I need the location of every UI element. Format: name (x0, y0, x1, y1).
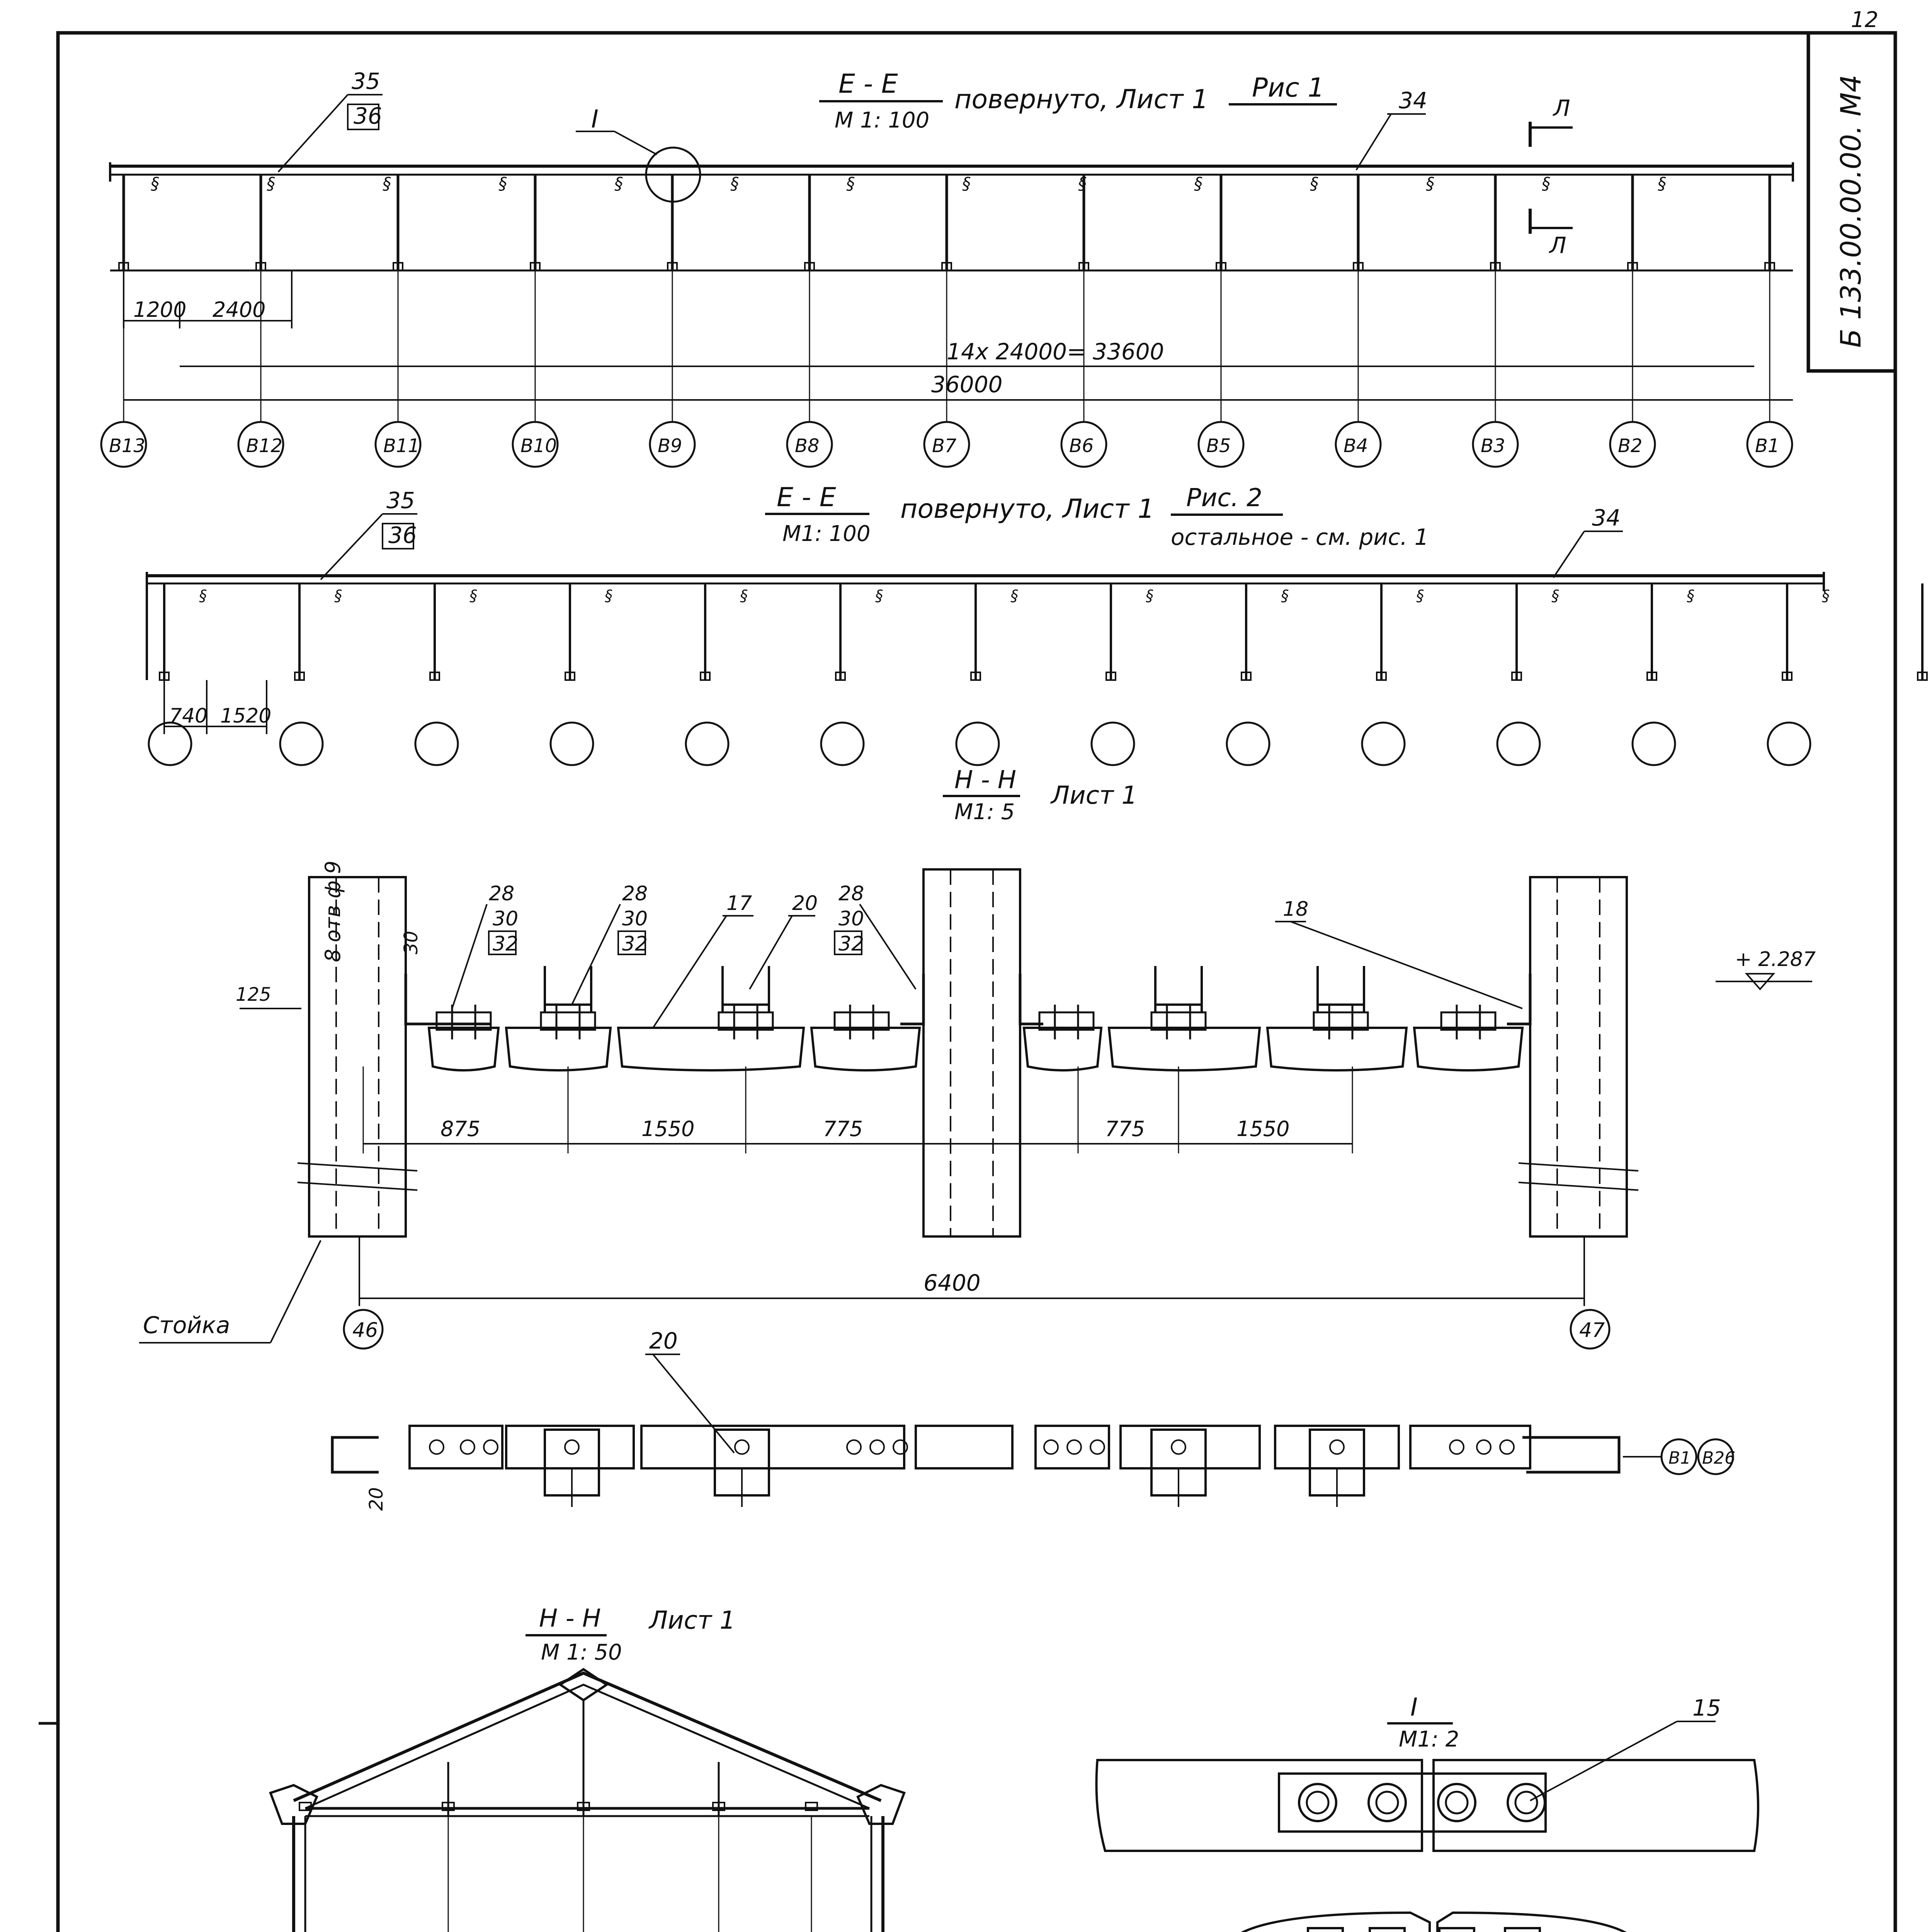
dim-6400-hh5: 6400 (923, 1270, 981, 1296)
axis-label: В2 (1618, 435, 1643, 457)
hook-mark: § (267, 174, 275, 194)
axis-circle (1768, 723, 1810, 765)
view-hh-scale50 (270, 1604, 904, 1932)
bolt-washer (1376, 1792, 1398, 1813)
dim-total-36000: 36000 (931, 371, 1003, 398)
section-mark-bottom: Л (1549, 232, 1566, 259)
view-node-name: I (1410, 1693, 1418, 1722)
axis-circle (415, 723, 458, 765)
axis-circle (1227, 723, 1269, 765)
view-ee1-fig: Рис 1 (1252, 73, 1325, 103)
hanger-bracket (1155, 966, 1202, 1012)
bolt-hole (870, 1440, 884, 1454)
axis-circle (1092, 723, 1134, 765)
hook-mark: § (740, 587, 748, 605)
rail-beam (1024, 1028, 1101, 1070)
view-rail-plan (332, 1328, 1735, 1511)
hook-mark: § (1426, 174, 1434, 194)
callout-34: 34 (1399, 87, 1427, 114)
hh50-hangers (299, 1803, 817, 1932)
bolt-hole (1067, 1440, 1081, 1454)
hook-mark: § (1542, 174, 1550, 194)
callout-20-hh5: 20 (792, 892, 818, 915)
dim-125-label: 125 (236, 984, 271, 1005)
dim-2400: 2400 (213, 298, 266, 322)
bolt-hole (484, 1440, 498, 1454)
rail-beam (811, 1028, 920, 1070)
axis-47: 47 (1579, 1319, 1605, 1342)
callout-30a: 30 (493, 907, 519, 930)
hook-mark: § (614, 174, 623, 194)
column-right (1530, 877, 1627, 1236)
axis-label: В9 (658, 435, 682, 457)
callout-15: 15 (1692, 1695, 1721, 1721)
ee2-axis-circles (149, 723, 1810, 765)
axis-circle (280, 723, 323, 765)
axis-label: В13 (109, 435, 146, 457)
view-node-scale: М1: 2 (1399, 1727, 1459, 1752)
hook-mark: § (875, 587, 883, 605)
axis-label: В5 (1206, 435, 1231, 457)
end-cap-left (332, 1437, 379, 1472)
callout-35-fig2: 35 (386, 487, 415, 514)
axis-label: В7 (932, 435, 957, 457)
hook-mark: § (730, 174, 739, 194)
hook-mark: § (846, 174, 855, 194)
hook-mark: § (1687, 587, 1694, 605)
axis-label: В8 (795, 435, 820, 457)
callout-30c: 30 (838, 907, 864, 930)
axis-circle (149, 723, 191, 765)
hook-mark: § (498, 174, 507, 194)
level-mark: + 2.287 (1735, 948, 1816, 971)
bolt-hole (1477, 1440, 1491, 1454)
callout-36: 36 (354, 103, 382, 129)
hook-mark: § (1416, 587, 1424, 605)
view-ee-fig2 (147, 482, 1932, 765)
dim-740: 740 (169, 704, 208, 728)
axis-label: В6 (1069, 435, 1094, 457)
plan-rail-part (1275, 1426, 1399, 1468)
end-cap-right (1522, 1437, 1619, 1472)
dim-30-label: 30 (400, 930, 422, 954)
sheet-frame (39, 7, 1895, 1932)
hanger-bracket (1318, 966, 1364, 1012)
holes-label: 8 отв ф 9 (321, 861, 345, 962)
callout-node-i: I (591, 105, 599, 134)
hook-mark: § (469, 587, 477, 605)
bolt-washer (1515, 1792, 1537, 1813)
nut-top (1370, 1928, 1405, 1932)
axis-circle (551, 723, 593, 765)
rail-beam (1109, 1028, 1260, 1070)
bolt-hole (430, 1440, 444, 1454)
bolt-hole (735, 1440, 749, 1454)
bolt-washer (1307, 1792, 1328, 1813)
dim-20-plan: 20 (366, 1487, 387, 1511)
bolt-head (1369, 1784, 1406, 1821)
hook-mark: § (1310, 174, 1318, 194)
bolt-hole (1044, 1440, 1058, 1454)
axis-circle (821, 723, 864, 765)
callout-34-fig2: 34 (1592, 505, 1621, 531)
hook-mark: § (1551, 587, 1559, 605)
bolt-hole (1450, 1440, 1464, 1454)
post-label: Стойка (143, 1312, 230, 1339)
ee1-axes (101, 270, 1792, 467)
rail-beam (506, 1028, 611, 1070)
ee2-posts (160, 583, 1932, 680)
dim-1520: 1520 (220, 704, 272, 728)
axis-46: 46 (352, 1319, 378, 1342)
callout-18: 18 (1283, 898, 1309, 921)
dim-label: 775 (823, 1117, 863, 1141)
rail-beam (1414, 1028, 1522, 1070)
bolt-hole (461, 1440, 474, 1454)
callout-28b: 28 (622, 882, 648, 905)
plan-rail-part (641, 1426, 904, 1468)
bolt-hole (1172, 1440, 1185, 1454)
hook-mark: § (1078, 174, 1087, 194)
hook-mark: § (1822, 587, 1830, 605)
view-hh50-note: Лист 1 (649, 1606, 736, 1635)
axis-circle (686, 723, 728, 765)
plan-rail-part (1121, 1426, 1260, 1468)
view-hh5-scale: М1: 5 (954, 799, 1015, 825)
axis-label: В1 (1755, 435, 1780, 457)
view-ee2-fig-note: остальное - см. рис. 1 (1171, 524, 1429, 550)
bolt-head (1299, 1784, 1336, 1821)
view-ee2-fig: Рис. 2 (1186, 484, 1262, 512)
callout-20-plan: 20 (649, 1328, 678, 1354)
axis-label: В11 (383, 435, 420, 457)
axis-circle (1497, 723, 1540, 765)
axis-circle (1633, 723, 1675, 765)
hh5-rail-beams (429, 1028, 1522, 1070)
hook-mark: § (383, 174, 391, 194)
designation-vertical: Б 133.00.00.00. М4 (1835, 75, 1867, 348)
ee1-hooks (151, 174, 1666, 194)
callout-32b: 32 (622, 932, 648, 956)
callout-30b: 30 (622, 907, 648, 930)
nut-top (1439, 1928, 1474, 1932)
bracket-right (1507, 974, 1530, 1024)
plan-rail-part (410, 1426, 502, 1468)
view-ee1-name: Е - Е (838, 69, 898, 99)
bolt-hole (847, 1440, 861, 1454)
axis-label: В4 (1344, 435, 1368, 457)
bolt-hole (1090, 1440, 1104, 1454)
hanger-bracket (723, 966, 769, 1012)
plan-rail-part (506, 1426, 634, 1468)
truss-roof (294, 1673, 881, 1801)
view-ee2-scale: М1: 100 (782, 521, 871, 546)
view-hh50-scale: М 1: 50 (541, 1640, 622, 1665)
dim-label: 1550 (1236, 1117, 1290, 1141)
node-nuts (1308, 1928, 1540, 1932)
view-hh5-note: Лист 1 (1051, 781, 1138, 810)
bolt-hole (565, 1440, 579, 1454)
dim-label: 775 (1105, 1117, 1145, 1141)
callout-32a: 32 (493, 932, 519, 956)
corner-mark: 12 (1851, 7, 1879, 32)
callout-17: 17 (726, 892, 752, 915)
hook-mark: § (1281, 587, 1289, 605)
rail-beam (618, 1028, 804, 1070)
hook-mark: § (334, 587, 342, 605)
bolt-hole (1330, 1440, 1344, 1454)
bolt-hole (1500, 1440, 1514, 1454)
ee1-posts (119, 175, 1774, 270)
callout-36-fig2: 36 (388, 522, 417, 548)
axis-label: В10 (520, 435, 557, 457)
axis-label: В12 (246, 435, 283, 457)
view-ee2-note: повернуто, Лист 1 (900, 494, 1155, 524)
dim-label: 1550 (641, 1117, 695, 1141)
plan-rail-part (1036, 1426, 1109, 1468)
axis-label: В3 (1481, 435, 1505, 457)
dim-span: 14х 24000= 33600 (947, 338, 1164, 365)
bracket-mid-left (900, 974, 923, 1024)
rail-beam (429, 1028, 498, 1070)
column-mid (923, 869, 1020, 1236)
axis-circle (956, 723, 999, 765)
hook-mark: § (1658, 174, 1666, 194)
hook-mark: § (199, 587, 207, 605)
nut-top (1505, 1928, 1540, 1932)
dim-1200: 1200 (133, 298, 187, 322)
bolt-washer (1446, 1792, 1468, 1813)
plan-rail-part (916, 1426, 1012, 1468)
hook-mark: § (1146, 587, 1153, 605)
hook-mark: § (605, 587, 612, 605)
hook-mark: § (1010, 587, 1018, 605)
nut-top (1308, 1928, 1343, 1932)
callout-28a: 28 (489, 882, 515, 905)
view-hh-scale5 (139, 766, 1816, 1349)
view-ee2-name: Е - Е (777, 482, 836, 513)
hook-mark: § (962, 174, 971, 194)
plan-rail-parts (332, 1426, 1619, 1507)
callout-32c: 32 (838, 932, 864, 956)
view-hh50-name: Н - Н (539, 1604, 601, 1633)
hook-mark: § (151, 174, 159, 194)
bolt-head (1508, 1784, 1545, 1821)
callout-28c: 28 (838, 882, 864, 905)
bolt-head (1438, 1784, 1475, 1821)
view-ee1-note: повернуто, Лист 1 (954, 84, 1209, 115)
axis-circle (1362, 723, 1405, 765)
plan-rail-part (1410, 1426, 1530, 1468)
hook-mark: § (1194, 174, 1202, 194)
view-ee-fig1 (101, 68, 1793, 467)
view-node-i (1097, 1693, 1759, 1932)
callout-35: 35 (352, 68, 380, 94)
hanger-bracket (545, 966, 591, 1012)
view-ee1-scale: М 1: 100 (835, 108, 930, 133)
hh5-dimension-chain (363, 1066, 1352, 1153)
bracket-left (406, 974, 491, 1024)
section-mark-top: Л (1553, 95, 1570, 121)
plan-axis-b1: В1 (1668, 1448, 1691, 1468)
plan-axis-b26: В26 (1702, 1448, 1736, 1468)
view-hh5-name: Н - Н (954, 766, 1017, 794)
dim-label: 875 (440, 1117, 481, 1141)
rail-beam (1267, 1028, 1406, 1070)
